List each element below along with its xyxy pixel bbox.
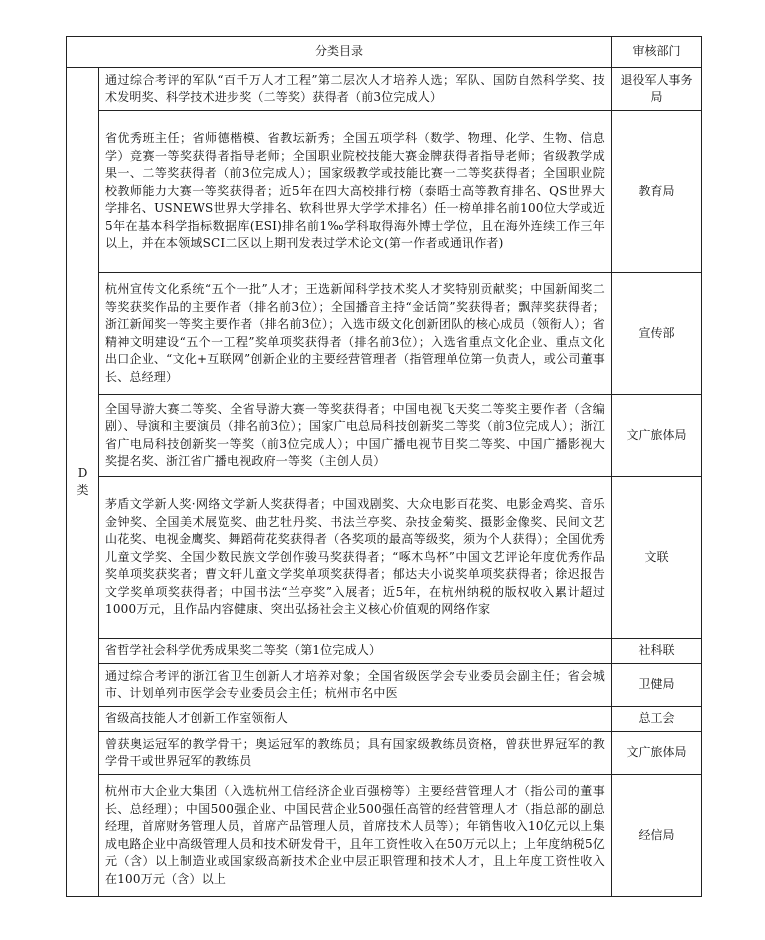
row-content: 全国导游大赛二等奖、全省导游大赛一等奖获得者；中国电视飞天奖二等奖主要作者（含编剧）、导演和主要演员（排名前3位）；国家广电总局科技创新奖二等奖（前3位完成人）；浙江省广电局科技创新奖一等奖（前3位完成人）；中国广播电视节目奖二等奖、中国广播影视大奖提名奖、浙江省广播电视政府一等奖（主创人员） xyxy=(99,395,612,477)
row-dept: 宣传部 xyxy=(612,273,702,395)
category-suffix: 类 xyxy=(76,483,89,497)
category-column-header: 分类目录 xyxy=(67,37,612,68)
row-content: 通过综合考评的军队“百千万人才工程”第二层次人才培养人选；军队、国防自然科学奖、技术发明奖、科学技术进步奖（二等奖）获得者（前3位完成人） xyxy=(99,68,612,111)
category-label-cell xyxy=(67,68,99,897)
row-content: 杭州市大企业大集团（入选杭州工信经济企业百强榜等）主要经营管理人才（指公司的董事长、总经理）；中国500强企业、中国民营企业500强任高管的经营管理人才（指总部的副总经理，首席财务管理人员，首席产品管理人员，首席技术人员等）；年销售收入10亿元以上集成电路企业中高级管理人员和技术研发骨干，且年工资性收入在50万元以上；上年度纳税5亿元（含）以上制造业或国家级高新技术企业中层正职管理和技术人才，且上年度工资性收入在100万元（含）以上 xyxy=(99,775,612,897)
row-content: 通过综合考评的浙江省卫生创新人才培养对象；全国省级医学会专业委员会副主任；省会城市、计划单列市医学会专业委员会主任；杭州市名中医 xyxy=(99,664,612,707)
table-row xyxy=(67,732,702,775)
row-dept: 文联 xyxy=(612,477,702,639)
row-dept: 社科联 xyxy=(612,639,702,664)
table-row xyxy=(67,639,702,664)
row-content: 茅盾文学新人奖·网络文学新人奖获得者；中国戏剧奖、大众电影百花奖、电影金鸡奖、音乐金钟奖、全国美术展览奖、曲艺牡丹奖、书法兰亭奖、杂技金菊奖、摄影金像奖、民间文艺山花奖、电视金鹰奖、舞蹈荷花奖获得者（各奖项的最高等级奖，须为个人获得）；全国优秀儿童文学奖、全国少数民族文学创作骏马奖获得者；“啄木鸟杯”中国文艺评论年度优秀作品奖单项奖获奖者；曹文轩儿童文学奖单项奖获得者；郁达夫小说奖单项奖获得者；徐迟报告文学奖单项奖获得者；中国书法“兰亭奖”入展者；近5年，在杭州纳税的版权收入累计超过1000万元，且作品内容健康、突出弘扬社会主义核心价值观的网络作家 xyxy=(99,477,612,639)
row-content: 曾获奥运冠军的教学骨干；奥运冠军的教练员；具有国家级教练员资格，曾获世界冠军的教学骨干或世界冠军的教练员 xyxy=(99,732,612,775)
table-row xyxy=(67,664,702,707)
row-dept: 经信局 xyxy=(612,775,702,897)
table-header-row xyxy=(67,37,702,68)
row-content: 省哲学社会科学优秀成果奖二等奖（第1位完成人） xyxy=(99,639,612,664)
table-row xyxy=(67,477,702,639)
table-row xyxy=(67,707,702,732)
category-letter: D xyxy=(77,466,88,480)
row-content: 省优秀班主任；省师德楷模、省教坛新秀；全国五项学科（数学、物理、化学、生物、信息学）竞赛一等奖获得者指导老师；全国职业院校技能大赛金牌获得者指导老师；省级教学成果一、二等奖获得者（前3位完成人）；国家级教学或技能比赛一二等奖获得者；全国职业院校教师能力大赛一等奖获得者；近5年在四大高校排行榜（泰晤士高等教育排名、QS世界大学排名、USNEWS世界大学排名、软科世界大学学术排名）任一榜单排名前100位大学或近5年在基本科学指标数据库(ESI)排名前1‰学科取得海外博士学位，且在海外连续工作三年以上，并在本领域SCI二区以上期刊发表过学术论文(第一作者或通讯作者) xyxy=(99,111,612,273)
row-dept: 文广旅体局 xyxy=(612,732,702,775)
row-dept: 退役军人事务局 xyxy=(612,68,702,111)
row-dept: 文广旅体局 xyxy=(612,395,702,477)
table-row xyxy=(67,111,702,273)
table-row xyxy=(67,68,702,111)
talent-classification-table xyxy=(66,36,702,897)
table-row xyxy=(67,273,702,395)
table-row xyxy=(67,395,702,477)
row-content: 省级高技能人才创新工作室领衔人 xyxy=(99,707,612,732)
row-dept: 总工会 xyxy=(612,707,702,732)
row-dept: 卫健局 xyxy=(612,664,702,707)
dept-column-header: 审核部门 xyxy=(612,37,702,68)
row-dept: 教育局 xyxy=(612,111,702,273)
row-content: 杭州宣传文化系统“五个一批”人才；王选新闻科学技术奖人才奖特别贡献奖；中国新闻奖二等奖获奖作品的主要作者（排名前3位）；全国播音主持“金话筒”奖获得者；飘萍奖获得者；浙江新闻奖一等奖主要作者（排名前3位）；入选市级文化创新团队的核心成员（领衔人）；省精神文明建设“五个一工程”奖单项奖获得者（排名前3位）；入选省重点文化企业、重点文化出口企业、“文化+互联网”创新企业的主要经营管理者（指管理单位第一负责人，或公司董事长、总经理） xyxy=(99,273,612,395)
table-row xyxy=(67,775,702,897)
